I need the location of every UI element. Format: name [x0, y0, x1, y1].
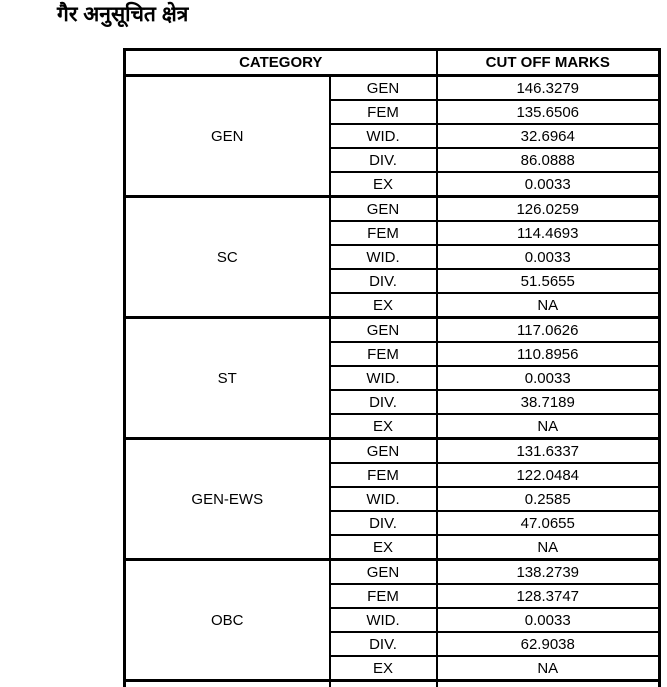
- table-row: [125, 76, 660, 101]
- subcategory-cell: DIV.: [330, 632, 437, 656]
- cutoff-value-cell: 86.0888: [437, 148, 660, 172]
- cutoff-value-cell: 51.5655: [437, 269, 660, 293]
- subcategory-cell: GEN: [330, 76, 437, 101]
- page-title: गैर अनुसूचित क्षेत्र: [57, 3, 189, 26]
- cutoff-value-cell: 62.9038: [437, 632, 660, 656]
- subcategory-cell: GEN: [330, 560, 437, 585]
- category-cell: OBC: [125, 560, 330, 681]
- cutoff-value-cell: 0.0033: [437, 366, 660, 390]
- subcategory-cell: EX: [330, 293, 437, 318]
- subcategory-cell: FEM: [330, 463, 437, 487]
- partial-table-row: [125, 681, 660, 687]
- category-cell: GEN-EWS: [125, 439, 330, 560]
- cutoff-marks-table: [123, 48, 661, 687]
- subcategory-cell: FEM: [330, 100, 437, 124]
- cutoff-value-cell: 110.8956: [437, 342, 660, 366]
- category-column-header: CATEGORY: [125, 50, 437, 76]
- cutoff-value-cell: 114.4693: [437, 221, 660, 245]
- cutoff-value-cell: 135.6506: [437, 100, 660, 124]
- cutoff-value-cell: NA: [437, 656, 660, 681]
- subcategory-cell: GEN: [330, 439, 437, 464]
- subcategory-cell: GEN: [330, 318, 437, 343]
- subcategory-cell: FEM: [330, 342, 437, 366]
- cutoff-value-cell: 0.2585: [437, 487, 660, 511]
- table-row: [125, 439, 660, 464]
- cutoff-value-cell: 122.0484: [437, 463, 660, 487]
- subcategory-cell: WID.: [330, 245, 437, 269]
- partial-category-cell: [125, 681, 330, 687]
- subcategory-cell: DIV.: [330, 511, 437, 535]
- category-cell: ST: [125, 318, 330, 439]
- subcategory-cell: WID.: [330, 124, 437, 148]
- cutoff-value-cell: 38.7189: [437, 390, 660, 414]
- cutoff-value-cell: 128.3747: [437, 584, 660, 608]
- cutoff-value-cell: 126.0259: [437, 197, 660, 222]
- subcategory-cell: WID.: [330, 608, 437, 632]
- cutoff-value-cell: NA: [437, 414, 660, 439]
- subcategory-cell: DIV.: [330, 148, 437, 172]
- cutoff-value-cell: 117.0626: [437, 318, 660, 343]
- cutoff-value-cell: 47.0655: [437, 511, 660, 535]
- partial-subcategory-cell: [330, 681, 437, 687]
- cutoff-value-cell: 0.0033: [437, 172, 660, 197]
- cutoff-value-cell: 138.2739: [437, 560, 660, 585]
- cutoff-value-cell: NA: [437, 535, 660, 560]
- cutoff-column-header: CUT OFF MARKS: [437, 50, 660, 76]
- cutoff-value-cell: NA: [437, 293, 660, 318]
- category-cell: SC: [125, 197, 330, 318]
- subcategory-cell: EX: [330, 656, 437, 681]
- cutoff-value-cell: 0.0033: [437, 608, 660, 632]
- cutoff-value-cell: 131.6337: [437, 439, 660, 464]
- subcategory-cell: DIV.: [330, 390, 437, 414]
- table-row: [125, 197, 660, 222]
- cutoff-value-cell: 32.6964: [437, 124, 660, 148]
- subcategory-cell: GEN: [330, 197, 437, 222]
- partial-value-cell: [437, 681, 660, 687]
- subcategory-cell: EX: [330, 414, 437, 439]
- subcategory-cell: WID.: [330, 366, 437, 390]
- subcategory-cell: WID.: [330, 487, 437, 511]
- subcategory-cell: FEM: [330, 584, 437, 608]
- table-row: [125, 318, 660, 343]
- subcategory-cell: FEM: [330, 221, 437, 245]
- table-header-row: [125, 50, 660, 76]
- subcategory-cell: DIV.: [330, 269, 437, 293]
- subcategory-cell: EX: [330, 535, 437, 560]
- category-cell: GEN: [125, 76, 330, 197]
- table-row: [125, 560, 660, 585]
- cutoff-value-cell: 0.0033: [437, 245, 660, 269]
- subcategory-cell: EX: [330, 172, 437, 197]
- cutoff-value-cell: 146.3279: [437, 76, 660, 101]
